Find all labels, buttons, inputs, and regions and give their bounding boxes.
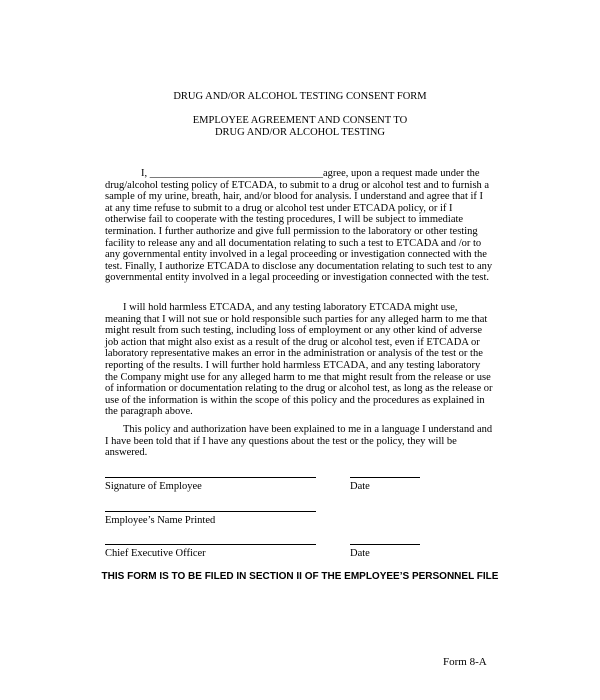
- date-label-2: Date: [350, 548, 370, 559]
- consent-prefix: I,: [141, 168, 150, 179]
- employee-signature-line[interactable]: [105, 477, 316, 478]
- consent-text: agree, upon a request made under the drug/alcohol testing policy of ETCADA, to submit to a drug or alcohol test and to furnish a sample of my urine, breath, hair, and/or blood for analysis. I understand and agree that if I at any time refuse to submit to a drug or alcohol test under ETCADA policy, or if I otherwise fail to cooperate with the testing procedures, I will be subject to immediate termination. I further authorize and give full permission to the laboratory or other testing facility to release any and all documentation relating to such a test to ETCADA and /or to any governmental entity involved in a legal proceeding or investigation connected with the test. Finally, I authorize ETCADA to disclose any documentation relating to such test to any governmental entity involved in a legal proceeding or investigation connected with the test.: [105, 168, 493, 284]
- form-title: DRUG AND/OR ALCOHOL TESTING CONSENT FORM: [173, 91, 427, 102]
- employee-name-line[interactable]: [105, 511, 316, 512]
- date-line-1[interactable]: [350, 477, 420, 478]
- hold-harmless-text: I will hold harmless ETCADA, and any testing laboratory ETCADA might use, meaning that I will not sue or hold responsible such parties for any alleged harm to me that might result from such testing, including loss of employment or any other kind of adverse job action that might also exist as a result of the drug or alcohol test, even if ETCADA or laboratory representative makes an error in the administration or analysis of the test or the reporting of the results. I will further hold harmless ETCADA, and any testing laboratory the Company might use for any alleged harm to me that might result from the release or use of information or documentation relating to the drug or alcohol test, as long as the release or use of the information is within the scope of this policy and the procedures as explained in the paragraph above.: [105, 302, 493, 418]
- ceo-label: Chief Executive Officer: [105, 548, 206, 559]
- consent-paragraph: [105, 168, 493, 284]
- form-number: Form 8-A: [443, 656, 487, 668]
- employee-name-label: Employee’s Name Printed: [105, 515, 216, 526]
- ceo-signature-line[interactable]: [105, 544, 316, 545]
- date-label-1: Date: [350, 481, 370, 492]
- filing-notice: THIS FORM IS TO BE FILED IN SECTION II OF THE EMPLOYEE’S PERSONNEL FILE: [101, 571, 499, 582]
- form-subtitle-line2: DRUG AND/OR ALCOHOL TESTING: [214, 127, 386, 138]
- form-subtitle-line1: EMPLOYEE AGREEMENT AND CONSENT TO: [192, 115, 408, 126]
- employee-name-blank[interactable]: _________________________________: [149, 168, 323, 179]
- date-line-2[interactable]: [350, 544, 420, 545]
- employee-signature-label: Signature of Employee: [105, 481, 202, 492]
- explanation-paragraph: [105, 424, 493, 459]
- explanation-text: This policy and authorization have been explained to me in a language I understand and I have been told that if I have any questions about the test or the policy, they will be answered.: [105, 424, 493, 459]
- hold-harmless-paragraph: [105, 302, 493, 418]
